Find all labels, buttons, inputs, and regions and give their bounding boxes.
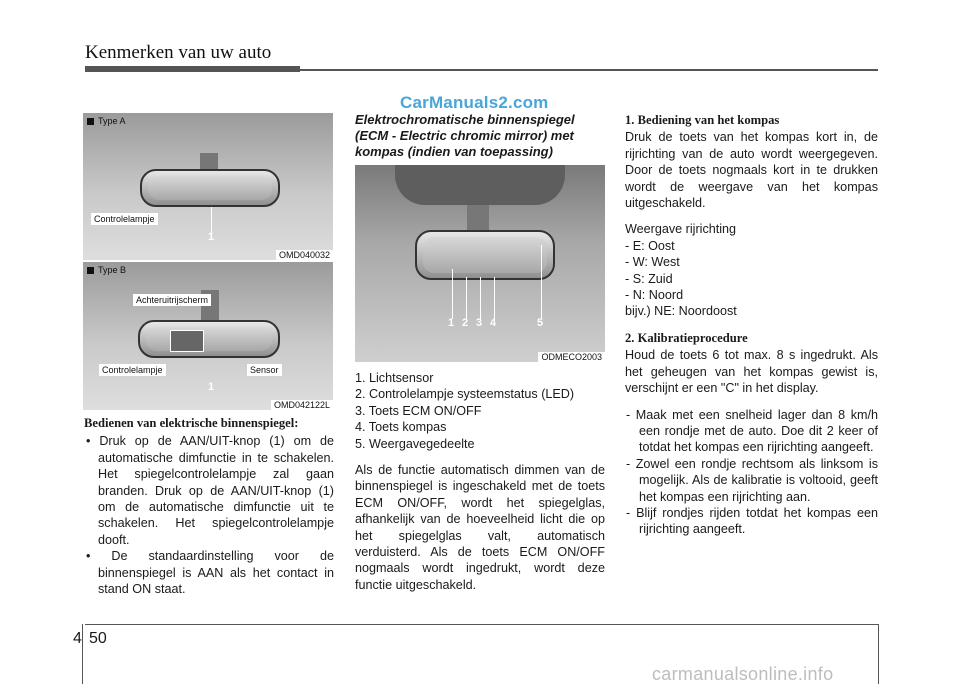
- kompas-paragraph: Druk de toets van het kompas kort in, de rijrichting van de auto wordt weergegeven. Door de toets nogmaals kort in te drukken wordt de weergave van het kompas uitgeschakeld.: [625, 130, 878, 211]
- chapter-number: 4: [73, 630, 82, 647]
- step-item: - Blijf rondjes rijden totdat het kompas een rijrichting aangeeft.: [626, 505, 878, 537]
- footer-rule: [85, 624, 878, 625]
- type-b-text: Type B: [98, 265, 127, 275]
- ecm-paragraph: Als de functie automatisch dimmen van de binnenspiegel is ingeschakeld met de toets ECM ON/OFF, wordt het spiegelglas, afhankelijk van de hoeveelheid licht die op het spiegelglas valt, automatisch verduisterd. Als de toets ECM ON/OFF nogmaals wordt ingedrukt, wordt deze functie uitgeschakeld.: [355, 463, 605, 592]
- heading-kompas: 1. Bediening van het kompas: [625, 113, 780, 127]
- figure-ecm-mirror: [355, 165, 605, 362]
- direction-title: Weergave rijrichting: [625, 222, 737, 237]
- mirror-type-a: [140, 169, 280, 207]
- footer-crop-mark-left: [82, 624, 83, 684]
- rear-camera-screen: [170, 330, 204, 352]
- step-item: - Zowel een rondje rechtsom als linksom is mogelijk. Als de kalibratie is voltooid, geeft het kompas een rijrichting aan.: [626, 456, 878, 504]
- list-item: 2. Controlelampje systeemstatus (LED): [355, 387, 575, 402]
- type-a-text: Type A: [98, 116, 126, 126]
- list-item: 1. Lichtsensor: [355, 371, 434, 385]
- list-item: 3. Toets ECM ON/OFF: [355, 403, 482, 418]
- direction-item: - E: Oost: [625, 238, 675, 253]
- heading-ecm: Elektrochromatische binnenspiegel (ECM - Electric chromic mirror) met kompas (indien van toepassing): [355, 112, 575, 159]
- figure-type-a: [83, 113, 333, 260]
- figure-code-a: OMD040032: [276, 250, 333, 260]
- page-number: 50: [89, 630, 107, 647]
- kalibratie-paragraph: Houd de toets 6 tot max. 8 s ingedrukt. Als het geheugen van het kompas gewist is, verschijnt er een "C" in het display.: [625, 348, 878, 396]
- callout-number-1: 1: [208, 381, 215, 393]
- column-1: [84, 415, 334, 597]
- figure-code-ecm: ODMECO2003: [538, 352, 605, 362]
- figure-type-b-label: [87, 265, 126, 275]
- direction-item: bijv.) NE: Noordoost: [625, 304, 737, 319]
- bullet-item: • De standaardinstelling voor de binnenspiegel is AAN als het contact in stand ON staat.: [86, 549, 334, 597]
- column-2: [355, 370, 605, 593]
- column-3: [625, 112, 878, 538]
- figure-type-b: [83, 262, 333, 410]
- page-header-title: Kenmerken van uw auto: [85, 42, 272, 63]
- mirror-ecm: [415, 230, 555, 280]
- list-item: 5. Weergavegedeelte: [355, 436, 475, 451]
- watermark-top[interactable]: CarManuals2.com: [400, 93, 549, 112]
- bullet-item: • Druk op de AAN/UIT-knop (1) om de automatische dimfunctie in te schakelen. Het spiegelcontrolelampje zal gaan branden. Druk op de AAN/UIT-knop (1) om de automatische dimfunctie uit te schakelen. Het spiegelcontrolelampje dooft.: [86, 434, 334, 547]
- mirror-type-b: [138, 320, 280, 358]
- figure-code-b: OMD042122L: [271, 400, 333, 410]
- list-item: 4. Toets kompas: [355, 420, 447, 435]
- callout-number-1: 1: [208, 231, 215, 243]
- tag-controlelampje-b: Controlelampje: [99, 364, 166, 376]
- tag-controlelampje-a: Controlelampje: [91, 213, 158, 225]
- tag-achteruitrijscherm: Achteruitrijscherm: [133, 294, 211, 306]
- callout-number-2: 2: [462, 317, 469, 329]
- square-bullet-icon: [87, 267, 94, 274]
- header-rule: [300, 69, 878, 71]
- callout-number-3: 3: [476, 317, 483, 329]
- direction-item: - N: Noord: [625, 288, 684, 303]
- watermark-bottom[interactable]: carmanualsonline.info: [652, 664, 834, 684]
- callout-number-1: 1: [448, 317, 455, 329]
- direction-item: - W: West: [625, 255, 680, 270]
- step-item: - Maak met een snelheid lager dan 8 km/h een rondje met de auto. Doe dit 2 keer of totdat het kompas een rijrichting aangeeft.: [626, 407, 878, 455]
- tag-sensor: Sensor: [247, 364, 282, 376]
- overhead-console: [395, 165, 565, 205]
- figure-type-a-label: [87, 116, 126, 126]
- square-bullet-icon: [87, 118, 94, 125]
- direction-item: - S: Zuid: [625, 271, 673, 286]
- footer-crop-mark-right: [878, 624, 879, 684]
- callout-number-5: 5: [537, 317, 544, 329]
- heading-bedienen: Bedienen van elektrische binnenspiegel:: [84, 416, 299, 430]
- callout-number-4: 4: [490, 317, 497, 329]
- heading-kalibratie: 2. Kalibratieprocedure: [625, 330, 748, 345]
- header-bar: [85, 66, 300, 72]
